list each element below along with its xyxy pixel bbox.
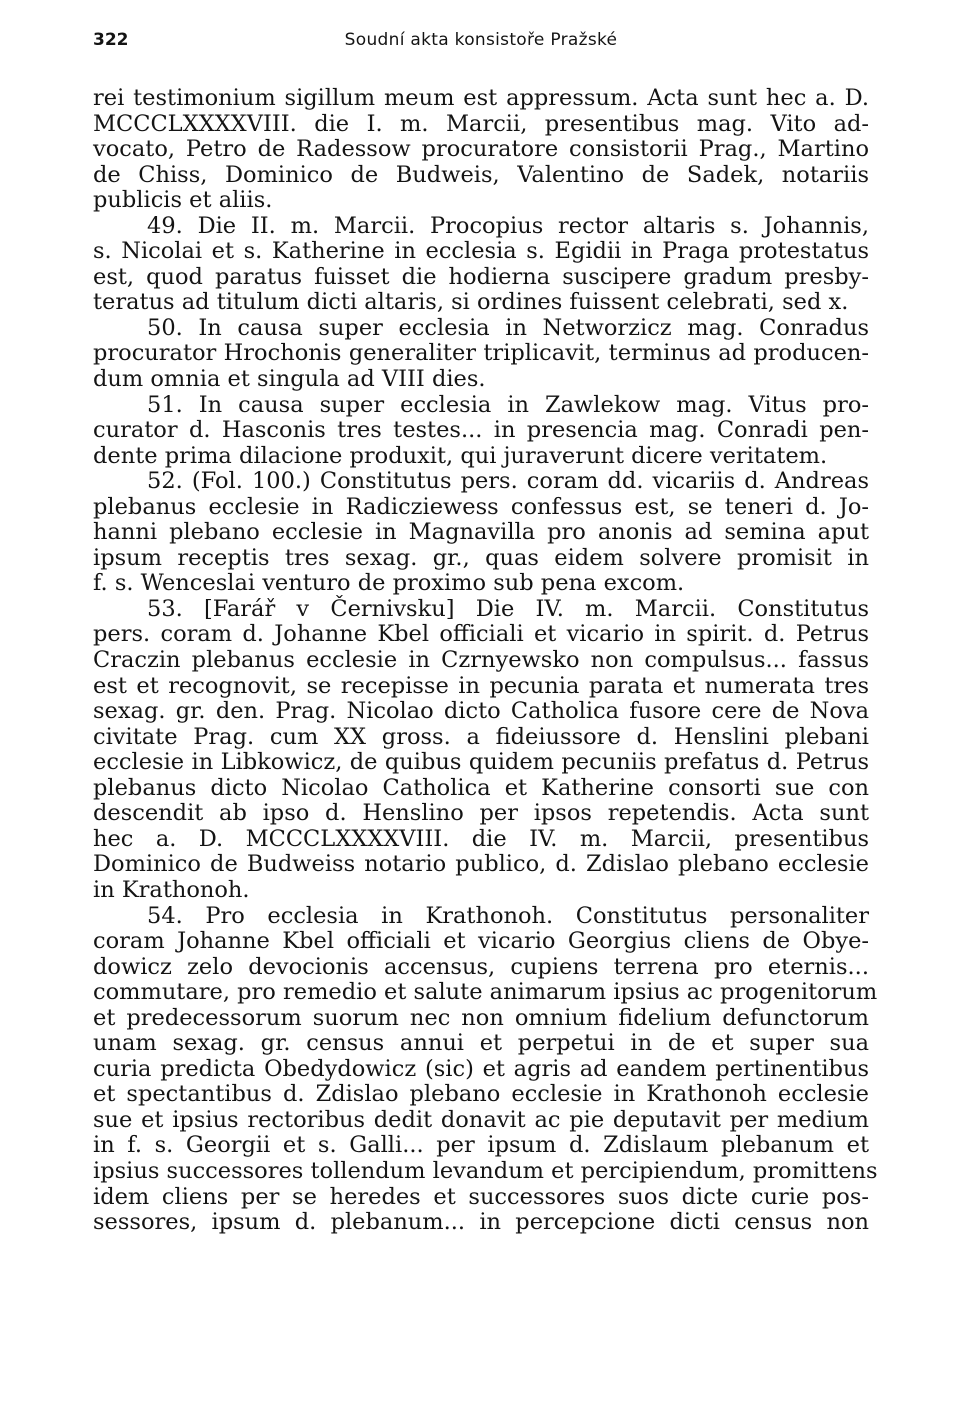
text-line: unam sexag. gr. census annui et perpetui in de et super sua: [93, 1030, 869, 1057]
page-header: [93, 30, 869, 60]
text-line: est, quod paratus fuisset die hodierna suscipere gradum presby-: [93, 263, 869, 290]
text-line: pers. coram d. Johanne Kbel officiali et vicario in spirit. d. Petrus: [93, 621, 869, 648]
entry-50-line: 50. In causa super ecclesia in Networzicz mag. Conradus: [147, 314, 869, 341]
text-line: sexag. gr. den. Prag. Nicolao dicto Catholica fusore cere de Nova: [93, 698, 869, 725]
text-line: rei testimonium sigillum meum est appressum. Acta sunt hec a. D.: [93, 85, 869, 111]
text-line: ipsum receptis tres sexag. gr., quas eidem solvere promisit in: [93, 544, 869, 571]
text-line: dowicz zelo devocionis accensus, cupiens terrena pro eternis...: [93, 953, 869, 980]
text-line: commutare, pro remedio et salute animarum ipsius ac progenitorum: [93, 979, 878, 1006]
text-line: est et recognovit, se recepisse in pecunia parata et numerata tres: [93, 672, 869, 699]
text-line: sessores, ipsum d. plebanum... in percepcione dicti census non: [93, 1209, 869, 1236]
text-line: f. s. Wenceslai venturo de proximo sub pena excom.: [93, 570, 685, 597]
body-text: [93, 85, 878, 1236]
text-line: civitate Prag. cum XX gross. a fideiussore d. Henslini plebani: [93, 723, 869, 750]
text-line: teratus ad titulum dicti altaris, si ordines fuissent celebrati, sed x.: [93, 289, 849, 316]
text-line: ipsius successores tollendum levandum et percipiendum, promittens: [93, 1157, 878, 1184]
entry-54-line: 54. Pro ecclesia in Krathonoh. Constitutus personaliter: [147, 902, 869, 929]
text-line: dum omnia et singula ad VIII dies.: [93, 366, 486, 393]
text-line: hec a. D. MCCCLXXXXVIII. die IV. m. Marcii, presentibus: [93, 825, 869, 852]
text-line: descendit ab ipso d. Henslino per ipsos repetendis. Acta sunt: [93, 800, 869, 827]
text-line: curator d. Hasconis tres testes... in presencia mag. Conradi pen-: [93, 417, 869, 444]
text-line: plebanus dicto Nicolao Catholica et Katherine consorti sue con: [93, 774, 869, 801]
text-line: vocato, Petro de Radessow procuratore consistorii Prag., Martino: [93, 136, 869, 163]
text-line: procurator Hrochonis generaliter triplicavit, terminus ad producen-: [93, 340, 869, 367]
text-line: s. Nicolai et s. Katherine in ecclesia s. Egidii in Praga protestatus: [93, 238, 869, 265]
text-line: publicis et aliis.: [93, 187, 273, 214]
text-line: plebanus ecclesie in Radicziewess confessus est, se teneri d. Jo-: [93, 493, 869, 520]
text-line: in f. s. Georgii et s. Galli... per ipsum d. Zdislaum plebanum et: [93, 1132, 869, 1159]
text-line: et predecessorum suorum nec non omnium fidelium defunctorum: [93, 1004, 869, 1031]
text-line: Dominico de Budweiss notario publico, d. Zdislao plebano ecclesie: [93, 851, 869, 878]
text-line: in Krathonoh.: [93, 876, 250, 903]
text-line: hanni plebano ecclesie in Magnavilla pro anonis ad semina aput: [93, 519, 869, 546]
text-line: Craczin plebanus ecclesie in Czrnyewsko non compulsus... fassus: [93, 647, 869, 674]
text-line: sue et ipsius rectoribus dedit donavit ac pie deputavit per medium: [93, 1106, 869, 1133]
running-head: Soudní akta konsistoře Pražské: [344, 30, 618, 50]
entry-53-line: 53. [Farář v Černivsku] Die IV. m. Marcii. Constitutus: [147, 595, 869, 622]
text-line: MCCCLXXXXVIII. die I. m. Marcii, presentibus mag. Vito ad-: [93, 110, 869, 137]
text-line: ecclesie in Libkowicz, de quibus quidem pecuniis prefatus d. Petrus: [93, 749, 869, 776]
page-number: 322: [93, 30, 129, 50]
entry-51-line: 51. In causa super ecclesia in Zawlekow mag. Vitus pro-: [147, 391, 869, 418]
entry-49-line: 49. Die II. m. Marcii. Procopius rector altaris s. Johannis,: [147, 212, 869, 239]
text-line: de Chiss, Dominico de Budweis, Valentino de Sadek, notariis: [93, 161, 869, 188]
entry-52-line: 52. (Fol. 100.) Constitutus pers. coram dd. vicariis d. Andreas: [147, 468, 869, 495]
text-line: idem cliens per se heredes et successores suos dicte curie pos-: [93, 1183, 869, 1210]
text-line: coram Johanne Kbel officiali et vicario Georgius cliens de Obye-: [93, 928, 869, 955]
text-line: et spectantibus d. Zdislao plebano ecclesie in Krathonoh ecclesie: [93, 1081, 869, 1108]
text-line: dente prima dilacione produxit, qui juraverunt dicere veritatem.: [93, 442, 828, 469]
text-line: curia predicta Obedydowicz (sic) et agris ad eandem pertinentibus: [93, 1055, 869, 1082]
